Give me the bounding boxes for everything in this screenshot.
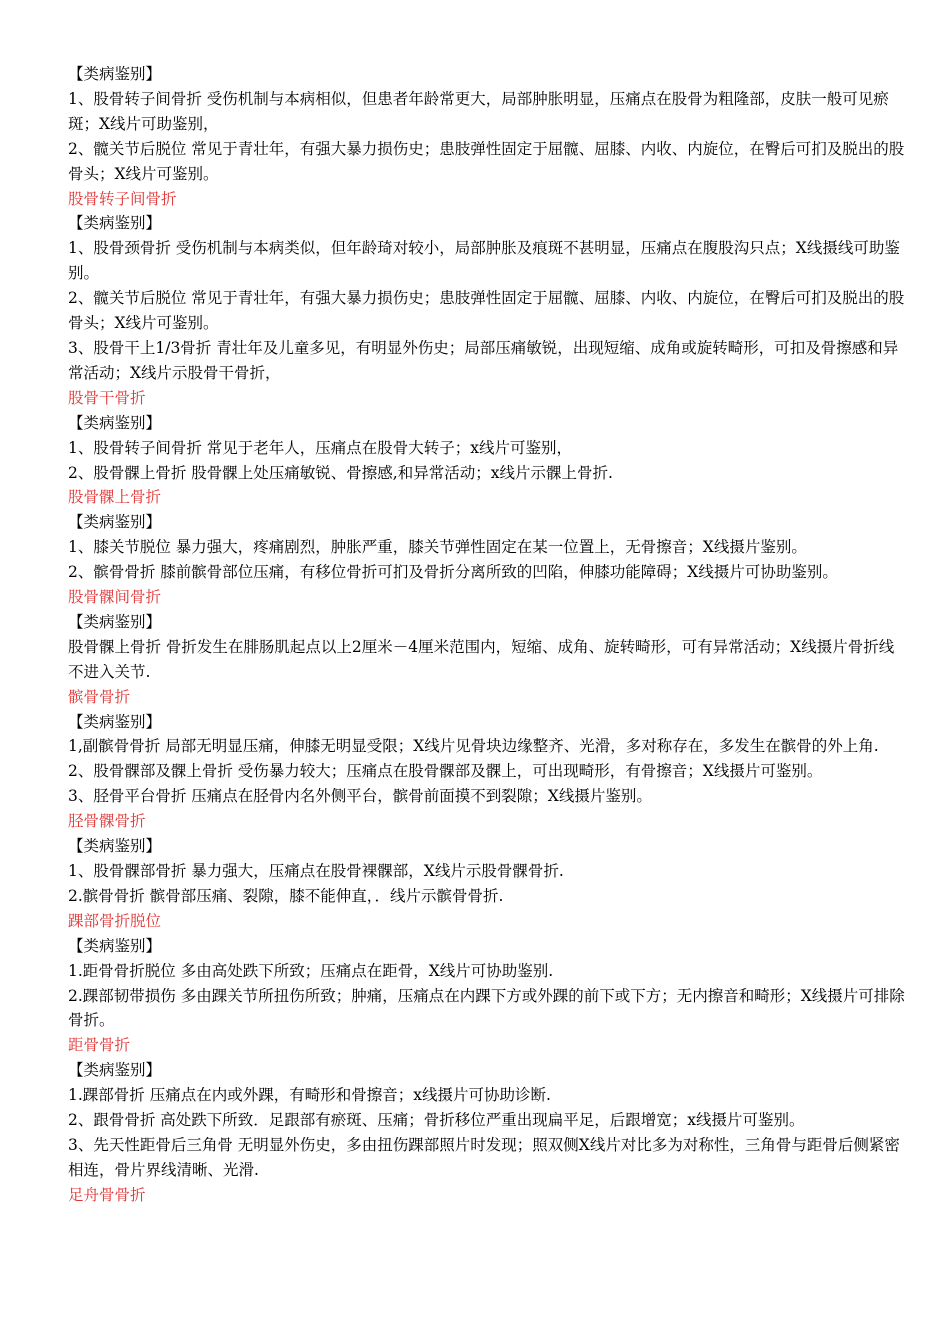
section-heading: 足舟骨骨折 xyxy=(68,1185,146,1204)
paragraph: 2、股骨髁部及髁上骨折 受伤暴力较大；压痛点在股骨髁部及髁上，可出现畸形，有骨擦音；X线摄片可鉴别。 xyxy=(68,762,823,781)
paragraph: 3、胫骨平台骨折 压痛点在胫骨内名外侧平台，髌骨前面摸不到裂隙；X线摄片鉴别。 xyxy=(68,787,652,806)
paragraph: 2、股骨髁上骨折 股骨髁上处压痛敏锐、骨擦感,和异常活动；x线片示髁上骨折. xyxy=(68,463,613,482)
section-label: 【类病鉴别】 xyxy=(68,413,162,432)
paragraph: 1、膝关节脱位 暴力强大，疼痛剧烈，肿胀严重，膝关节弹性固定在某一位置上，无骨擦音；X线摄片鉴别。 xyxy=(68,538,807,557)
paragraph: 1、股骨颈骨折 受伤机制与本病类似，但年龄琦对较小，局部肿胀及痕斑不甚明显，压痛点在腹股沟只点；X线摄线可助鉴别。 xyxy=(68,239,900,283)
section-label: 【类病鉴别】 xyxy=(68,65,162,83)
paragraph: 2、髋关节后脱位 常见于青壮年，有强大暴力损伤史；患肢弹性固定于屈髋、屈膝、内收、内旋位，在臀后可扪及脱出的股骨头；X线片可鉴别。 xyxy=(68,289,905,333)
paragraph: 1,副髌骨骨折 局部无明显压痛，伸膝无明显受限；X线片见骨块边缘整齐、光滑，多对称存在，多发生在髌骨的外上角. xyxy=(68,737,879,756)
section-label: 【类病鉴别】 xyxy=(68,513,162,532)
section-label: 【类病鉴别】 xyxy=(68,612,162,631)
section-label: 【类病鉴别】 xyxy=(68,214,162,233)
paragraph: 1.踝部骨折 压痛点在内或外踝，有畸形和骨擦音；x线摄片可协助诊断. xyxy=(68,1086,551,1105)
paragraph: 3、股骨干上1/3骨折 青壮年及儿童多见，有明显外伤史；局部压痛敏锐，出现短缩、成角或旋转畸形，可扣及骨擦感和异常活动；X线片示股骨干骨折， xyxy=(68,338,899,382)
section-heading: 胫骨髁骨折 xyxy=(68,812,146,831)
section-label: 【类病鉴别】 xyxy=(68,837,162,856)
section-heading: 髌骨骨折 xyxy=(68,687,131,706)
paragraph: 2、髋关节后脱位 常见于青壮年，有强大暴力损伤史；患肢弹性固定于屈髋、屈膝、内收、内旋位，在臀后可扪及脱出的股骨头；X线片可鉴别。 xyxy=(68,139,905,183)
section-heading: 股骨干骨折 xyxy=(68,388,146,407)
paragraph: 股骨髁上骨折 骨折发生在腓肠肌起点以上2厘米－4厘米范围内，短缩、成角、旋转畸形，可有异常活动；X线摄片骨折线不进入关节. xyxy=(68,637,895,681)
paragraph: 2、跟骨骨折 高处跌下所致．足跟部有瘀斑、压痛；骨折移位严重出现扁平足，后跟增宽；x线摄片可鉴别。 xyxy=(68,1111,805,1130)
section-heading: 股骨转子间骨折 xyxy=(68,189,177,208)
section-label: 【类病鉴别】 xyxy=(68,936,162,955)
paragraph: 2.踝部韧带损伤 多由踝关节所扭伤所致；肿痛，压痛点在内踝下方或外踝的前下或下方；无内擦音和畸形；X线摄片可排除骨折。 xyxy=(68,986,905,1030)
document-page xyxy=(68,62,908,1208)
paragraph: 1.距骨骨折脱位 多由高处跌下所致；压痛点在距骨，X线片可协助鉴别. xyxy=(68,961,554,980)
section-label: 【类病鉴别】 xyxy=(68,1061,162,1080)
paragraph: 1、股骨转子间骨折 常见于老年人，压痛点在股骨大转子；x线片可鉴别， xyxy=(68,438,573,457)
paragraph: 2、髌骨骨折 膝前髌骨部位压痛，有移位骨折可扪及骨折分离所致的凹陷，伸膝功能障碍；X线摄片可协助鉴别。 xyxy=(68,563,838,582)
paragraph: 3、先天性距骨后三角骨 无明显外伤史，多由扭伤踝部照片时发现；照双侧X线片对比多为对称性，三角骨与距骨后侧紧密相连，骨片界线清晰、光滑. xyxy=(68,1135,900,1179)
paragraph: 2.髌骨骨折 髌骨部压痛、裂隙，膝不能伸直，．线片示髌骨骨折. xyxy=(68,886,504,905)
section-heading: 距骨骨折 xyxy=(68,1036,131,1055)
paragraph: 1、股骨转子间骨折 受伤机制与本病相似，但患者年龄常更大，局部肿胀明显，压痛点在股骨为粗隆部，皮肤一般可见瘀斑；X线片可助鉴别， xyxy=(68,89,889,133)
paragraph: 1、股骨髁部骨折 暴力强大，压痛点在股骨裸髁部，X线片示股骨髁骨折. xyxy=(68,862,564,880)
section-heading: 股骨髁间骨折 xyxy=(68,588,162,607)
section-heading: 踝部骨折脱位 xyxy=(68,911,162,930)
section-label: 【类病鉴别】 xyxy=(68,712,162,731)
section-heading: 股骨髁上骨折 xyxy=(68,488,162,507)
